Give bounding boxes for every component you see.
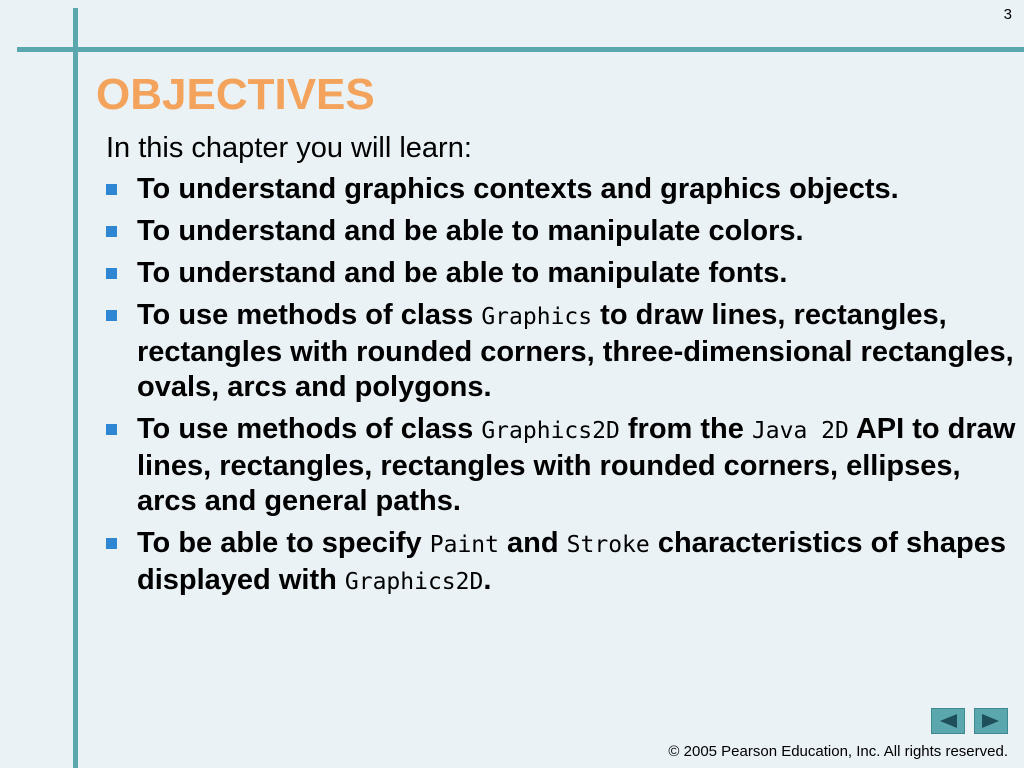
left-arrow-icon — [937, 713, 959, 729]
code-text: Graphics — [481, 304, 593, 330]
objective-text: to draw lines, rectangles, rectangles with rounded corners, three-dimensional rectangles, ovals, arcs and polygons. — [137, 299, 1014, 403]
objective-text: API to draw lines, rectangles, rectangles with rounded corners, ellipses, arcs and general paths. — [137, 413, 1016, 517]
objective-text: To be able to specify — [137, 527, 430, 559]
objective-text: To understand graphics contexts and graphics objects. — [137, 173, 899, 205]
code-text: Graphics2D — [481, 418, 620, 444]
code-text: Java 2D — [751, 418, 849, 444]
objective-text: To understand and be able to manipulate colors. — [137, 215, 804, 247]
intro-text: In this chapter you will learn: — [106, 132, 472, 164]
code-text: Graphics2D — [344, 569, 484, 595]
objective-item — [106, 526, 1018, 600]
bullet-square-icon — [106, 226, 117, 237]
right-arrow-icon — [980, 713, 1002, 729]
objective-item — [106, 172, 1018, 207]
horizontal-rule — [17, 47, 1024, 52]
objective-item — [106, 214, 1018, 249]
vertical-rule — [73, 8, 78, 768]
bullet-square-icon — [106, 310, 117, 321]
slide-title: OBJECTIVES — [96, 70, 375, 119]
code-text: Paint — [429, 532, 499, 558]
previous-slide-button[interactable] — [931, 708, 965, 734]
next-slide-button[interactable] — [974, 708, 1008, 734]
objective-text: from the — [619, 413, 752, 445]
objective-text: . — [483, 564, 492, 596]
slide-number: 3 — [1003, 6, 1012, 23]
objectives-list — [106, 172, 1018, 607]
objective-item — [106, 412, 1018, 519]
objective-item — [106, 256, 1018, 291]
bullet-square-icon — [106, 424, 117, 435]
bullet-square-icon — [106, 268, 117, 279]
code-text: Stroke — [566, 532, 650, 558]
bullet-square-icon — [106, 538, 117, 549]
objective-item — [106, 298, 1018, 405]
objective-text: To use methods of class — [137, 299, 482, 331]
copyright-footer: © 2005 Pearson Education, Inc. All rights reserved. — [668, 743, 1008, 760]
bullet-square-icon — [106, 184, 117, 195]
objective-text: To understand and be able to manipulate fonts. — [137, 257, 788, 289]
objective-text: characteristics of shapes displayed with — [137, 527, 1006, 596]
objective-text: and — [499, 527, 567, 559]
objective-text: To use methods of class — [137, 413, 482, 445]
